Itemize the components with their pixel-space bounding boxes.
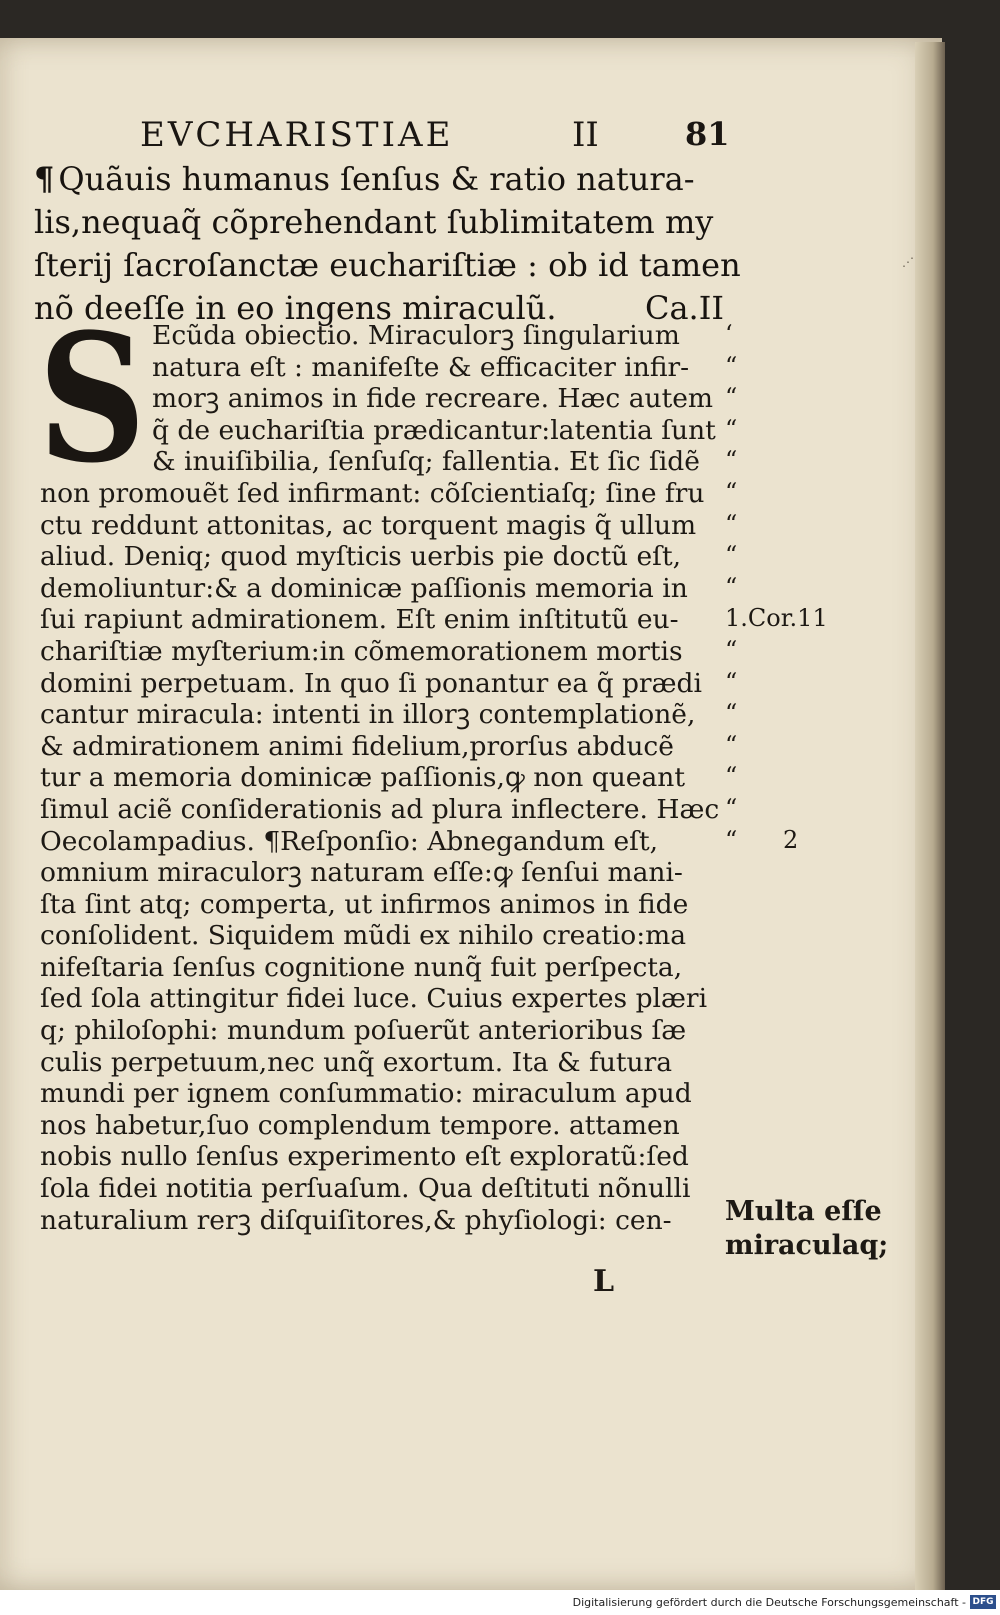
text-line: ſed ſola attingitur fidei luce. Cuius expertes plæri [40, 983, 708, 1015]
text-line: q; philoſophi: mundum poſuerũt anterioribus ſæ [40, 1015, 687, 1047]
text-line: omnium miraculorꝫ naturam eſſe:ꝙ ſenſui mani- [40, 857, 683, 889]
margin-mark: “ [725, 541, 738, 570]
margin-mark: “ 2 [725, 825, 799, 854]
text-line: naturalium rerꝫ diſquiſitores,& phyſiologi: cen- [40, 1204, 672, 1236]
text-line: chariſtiæ myſterium:in cõmemorationem mortis [40, 635, 683, 667]
margin-note-line: miraculaq; [725, 1230, 889, 1261]
paper-specks: ⋰ [902, 255, 914, 269]
margin-note-line: Multa eſſe [725, 1196, 882, 1227]
text-line: cantur miracula: intenti in illorꝫ contemplationẽ, [40, 699, 696, 731]
footer-credit: Digitalisierung gefördert durch die Deutsche Forschungsgemeinschaft - [572, 1596, 966, 1609]
text-line: q̃ de euchariſtia prædicantur:latentia ſunt [152, 414, 716, 446]
text-line: domini perpetuam. In quo ſi ponantur ea q̃ prædi [40, 667, 702, 699]
catchword: L [593, 1264, 615, 1299]
margin-mark: “ [725, 572, 738, 601]
heading-line: lis,nequaq̃ cõprehendant ſublimitatem my [34, 203, 714, 241]
margin-note [725, 1195, 888, 1263]
drop-cap: S [38, 295, 147, 502]
text-line: aliud. Deniq; quod myſticis uerbis pie doctũ eſt, [40, 541, 682, 573]
text-line: nobis nullo ſenſus experimento eſt exploratũ:ſed [40, 1141, 689, 1173]
page-edge [915, 42, 945, 1590]
margin-mark: “ [725, 478, 738, 506]
margin-mark: “ [725, 762, 738, 791]
text-line: tur a memoria dominicæ paſſionis,ꝙ non queant [40, 762, 685, 794]
text-line: ctu reddunt attonitas, ac torquent magis q̃ ullum [40, 509, 697, 541]
text-line: nos habetur,ſuo complendum tempore. attamen [40, 1109, 680, 1141]
text-line: natura eſt : manifeſte & efficaciter infir- [152, 351, 690, 383]
text-line: Ecũda obiectio. Miraculorꝫ ſingularium [152, 320, 680, 351]
dfg-logo: DFG [970, 1595, 996, 1609]
margin-mark: ‘ [725, 320, 733, 348]
margin-mark: “ [725, 509, 738, 538]
margin-mark: “ [725, 383, 738, 412]
text-line: mundi per ignem conſummatio: miraculum apud [40, 1078, 692, 1110]
heading-line: ¶ Quãuis humanus ſenſus & ratio natura- [34, 160, 695, 198]
text-line: Oecolampadius. ¶Reſponſio: Abnegandum eſt, [40, 825, 659, 857]
chapter-number: Ca.II [644, 289, 724, 327]
text-line: ſui rapiunt admirationem. Eſt enim inſtitutũ eu- [40, 604, 679, 636]
text-line: & inuiſibilia, ſenſuſq; fallentia. Et ſic ſidẽ [152, 446, 700, 478]
text-line: culis perpetuum,nec unq̃ exortum. Ita & futura [40, 1046, 673, 1078]
text-line: ſta ſint atq; comperta, ut infirmos animos in fide [40, 888, 689, 920]
text-line: nifeſtaria ſenſus cognitione nunq̃ fuit perſpecta, [40, 951, 683, 983]
margin-mark: “ [725, 351, 738, 380]
running-title: EVCHARISTIAE [140, 115, 454, 155]
folio-number: 81 [685, 115, 730, 153]
text-line: demoliuntur:& a dominicæ paſſionis memoria in [40, 572, 688, 604]
margin-mark: “ [725, 730, 738, 759]
running-header [140, 115, 730, 161]
text-line: morꝫ animos in fide recreare. Hæc autem [152, 383, 714, 415]
text-line: ſimul aciẽ conſiderationis ad plura inflectere. Hæc [40, 793, 720, 825]
margin-reference: 1.Cor.11 [725, 604, 828, 633]
margin-mark: “ [725, 667, 738, 696]
margin-mark: “ [725, 699, 738, 728]
heading-line: ſterij ſacroſanctæ euchariſtiæ : ob id tamen [34, 246, 741, 284]
text-line: & admirationem animi fidelium,prorſus abducẽ [40, 730, 674, 762]
signature-mark: II [572, 115, 599, 155]
margin-mark: “ [725, 446, 738, 475]
margin-mark: “ [725, 414, 738, 443]
text-line: non promouẽt ſed infirmant: cõſcientiaſq; ſine fru [40, 477, 705, 509]
margin-mark: “ [725, 636, 738, 664]
text-line: ſola fidei notitia perſuaſum. Qua deſtituti nõnulli [40, 1173, 691, 1205]
pilcrow-mark: ¶ [34, 160, 55, 198]
text-line: conſolident. Siquidem mũdi ex nihilo creatio:ma [40, 920, 687, 952]
heading-line: nõ deeſſe in eo ingens miraculũ. Ca.II [34, 287, 734, 330]
margin-mark: “ [725, 794, 738, 822]
